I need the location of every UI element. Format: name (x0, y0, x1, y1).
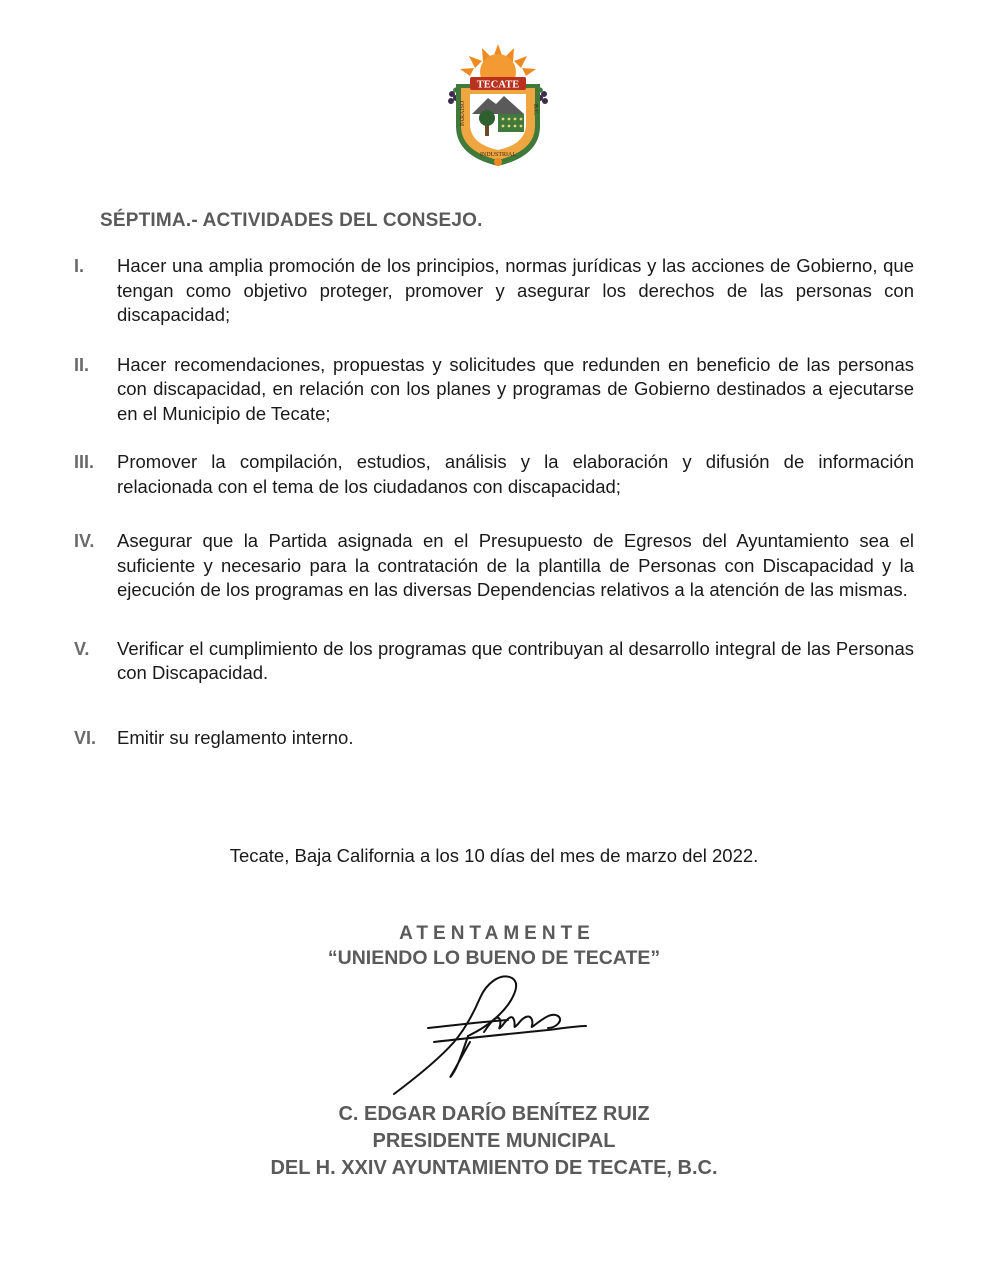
clause-number: VI. (74, 727, 97, 748)
closing-block (0, 923, 988, 970)
svg-text:TECATE: TECATE (476, 79, 520, 91)
clause-text: Hacer una amplia promoción de los principios, normas jurídicas y las acciones de Gobierno, que tengan como objetivo proteger, promover y asegurar los derechos de las personas con discapacidad; (117, 255, 914, 325)
clause-number: I. (74, 256, 85, 276)
clause-item (74, 637, 914, 686)
clause-number: III. (74, 452, 95, 472)
clause-item (74, 254, 914, 328)
svg-text:PARAÍSO: PARAÍSO (460, 100, 466, 126)
signatory-title: PRESIDENTE MUNICIPAL (372, 1130, 616, 1152)
signatory-entity: DEL H. XXIV AYUNTAMIENTO DE TECATE, B.C. (270, 1157, 718, 1179)
tree-icon (479, 110, 495, 126)
handwritten-signature (388, 968, 594, 1098)
clause-item (74, 529, 914, 603)
clause-item (74, 353, 914, 427)
clause-number: IV. (74, 531, 95, 551)
clause-item (74, 726, 914, 751)
clause-list (74, 254, 914, 774)
clause-text: Verificar el cumplimiento de los programas que contribuyan al desarrollo integral de las Personas con Discapacidad. (117, 637, 914, 683)
clause-text: Asegurar que la Partida asignada en el Presupuesto de Egresos del Ayuntamiento sea el suficiente y necesario para la contratación de la plantilla de Personas con Discapacidad y la ejecución de los programas en las diversas Dependencias relativos a la atención de las mismas. (117, 530, 914, 600)
clause-item (74, 450, 914, 499)
svg-text:INDUSTRIAL: INDUSTRIAL (480, 152, 516, 158)
clause-number: V. (74, 638, 90, 659)
section-title: SÉPTIMA.- ACTIVIDADES DEL CONSEJO. (100, 210, 483, 231)
svg-text:B.C.: B.C. (532, 104, 538, 116)
clause-text: Promover la compilación, estudios, análisis y la elaboración y difusión de información relacionada con el tema de los ciudadanos con discapacidad; (117, 451, 914, 497)
salutation: ATENTAMENTE (399, 923, 595, 944)
signatory-block (0, 1101, 988, 1182)
signatory-name: C. EDGAR DARÍO BENÍTEZ RUIZ (338, 1103, 650, 1125)
clause-number: II. (74, 354, 90, 375)
clause-text: Hacer recomendaciones, propuestas y solicitudes que redunden en beneficio de las personas con discapacidad, en relación con los planes y programas de Gobierno destinados a ejecutarse en el Municipio de Tecate; (117, 353, 914, 424)
clause-text: Emitir su reglamento interno. (117, 726, 354, 748)
tecate-seal-logo (446, 44, 550, 168)
place-and-date: Tecate, Baja California a los 10 días del mes de marzo del 2022. (229, 845, 759, 866)
slogan: “UNIENDO LO BUENO DE TECATE” (327, 947, 661, 969)
